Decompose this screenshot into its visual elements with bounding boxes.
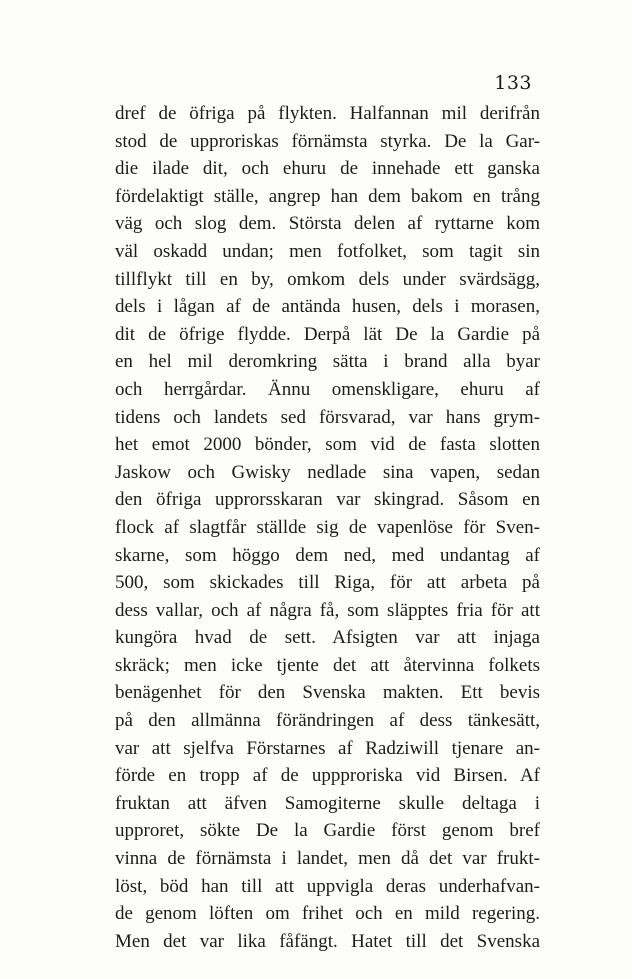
text-line: Men det var lika fåfängt. Hatet till det Svenska xyxy=(115,930,540,952)
text-line: förde en tropp af de uppproriska vid Birsen. Af xyxy=(115,765,540,787)
text-line: vinna de förnämsta i landet, men då det var frukt- xyxy=(115,848,540,870)
text-line: Jaskow och Gwisky nedlade sina vapen, sedan xyxy=(115,461,540,483)
text-line: tidens och landets sed försvarad, var hans grym- xyxy=(115,406,540,428)
text-line: tillflykt till en by, omkom dels under svärdsägg, xyxy=(115,268,540,290)
text-line: väl oskadd undan; men fotfolket, som tagit sin xyxy=(115,240,540,262)
text-line: kungöra hvad de sett. Afsigten var att injaga xyxy=(115,627,540,649)
text-line: skräck; men icke tjente det att återvinna folkets xyxy=(115,654,540,676)
text-line: dit de öfrige flydde. Derpå lät De la Gardie på xyxy=(115,323,540,345)
text-line: upproret, sökte De la Gardie först genom bref xyxy=(115,820,540,842)
text-line: väg och slog dem. Största delen af ryttarne kom xyxy=(115,213,540,235)
text-line: en hel mil deromkring sätta i brand alla byar xyxy=(115,351,540,373)
text-line: dels i lågan af de antända husen, dels i morasen, xyxy=(115,296,540,318)
body-text xyxy=(115,100,540,955)
text-line: var att sjelfva Förstarnes af Radziwill tjenare an- xyxy=(115,737,540,759)
text-line: den öfriga upprorsskaran var skingrad. Såsom en xyxy=(115,489,540,511)
text-line: het emot 2000 bönder, som vid de fasta slotten xyxy=(115,434,540,456)
text-line: stod de upproriskas förnämsta styrka. De la Gar- xyxy=(115,130,540,152)
text-line: flock af slagtfår ställde sig de vapenlöse för Sven- xyxy=(115,516,540,538)
text-line: och herrgårdar. Ännu omenskligare, ehuru af xyxy=(115,378,540,400)
text-line: skarne, som höggo dem ned, med undantag af xyxy=(115,544,540,566)
text-line: dref de öfriga på flykten. Halfannan mil derifrån xyxy=(115,103,540,124)
text-line: 500, som skickades till Riga, för att arbeta på xyxy=(115,572,540,594)
text-line: på den allmänna förändringen af dess tänkesätt, xyxy=(115,710,540,732)
text-line: die ilade dit, och ehuru de innehade ett ganska xyxy=(115,158,540,180)
text-line: fördelaktigt ställe, angrep han dem bakom en trång xyxy=(115,185,540,207)
text-line: fruktan att äfven Samogiterne skulle deltaga i xyxy=(115,792,540,814)
text-line: dess vallar, och af några få, som släpptes fria för att xyxy=(115,599,540,621)
text-line: löst, böd han till att uppvigla deras underhafvan- xyxy=(115,875,540,897)
text-line: benägenhet för den Svenska makten. Ett bevis xyxy=(115,682,540,704)
page-number: 133 xyxy=(494,72,532,94)
text-line: de genom löften om frihet och en mild regering. xyxy=(115,903,540,925)
